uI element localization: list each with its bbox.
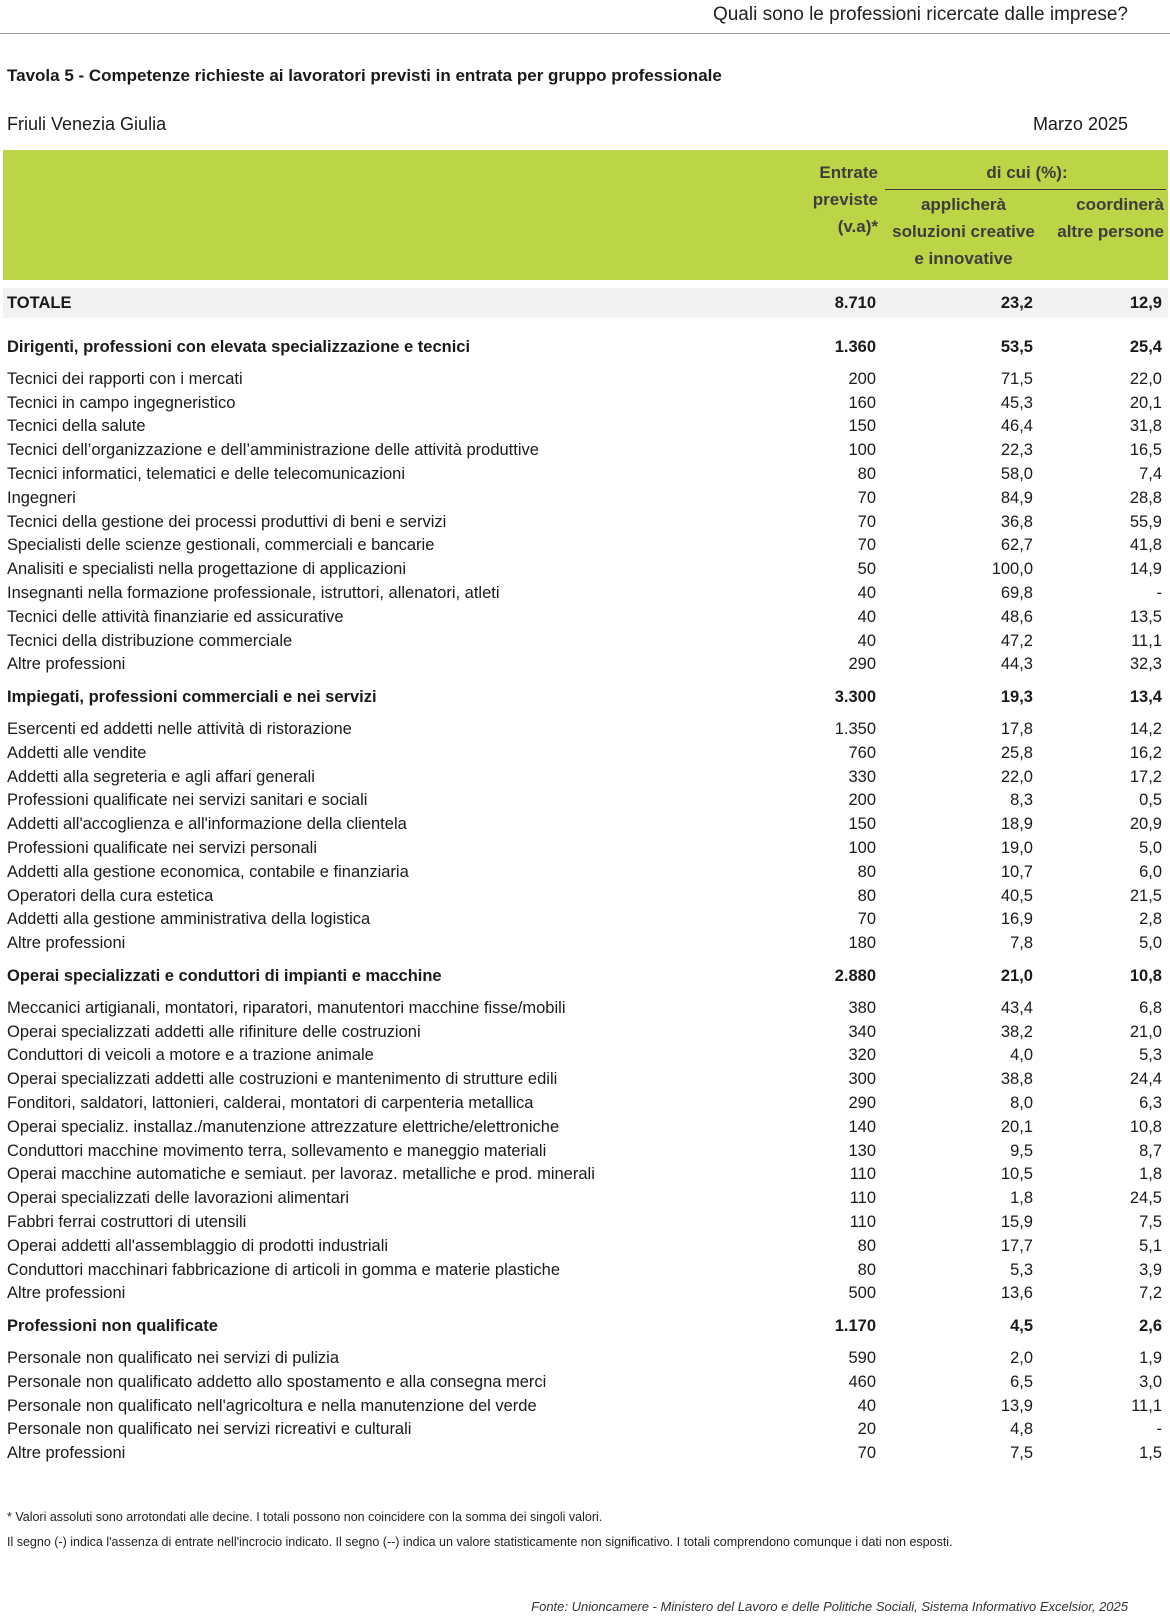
cell-coordinate: 24,4 — [1129, 1070, 1162, 1089]
cell-coordinate: 14,2 — [1129, 720, 1162, 738]
cell-coordinate: 14,9 — [1129, 560, 1162, 579]
table-row — [3, 1442, 1168, 1466]
row-label: Esercenti ed addetti nelle attività di ristorazione — [7, 720, 352, 738]
table-row — [3, 766, 1168, 790]
cell-entrate: 380 — [848, 998, 876, 1017]
header-divider — [0, 33, 1170, 34]
cell-entrate: 70 — [857, 1444, 876, 1463]
cell-creative: 13,9 — [1000, 1396, 1033, 1415]
row-label: Impiegati, professioni commerciali e nei servizi — [7, 688, 377, 707]
group-row — [3, 686, 1168, 710]
cell-creative: 69,8 — [1000, 584, 1033, 602]
cell-creative: 62,7 — [1000, 536, 1033, 555]
cell-entrate: 40 — [857, 631, 876, 650]
cell-entrate: 100 — [848, 441, 876, 460]
row-label: Operatori della cura estetica — [7, 886, 214, 905]
cell-coordinate: 2,6 — [1139, 1317, 1162, 1336]
cell-creative: 38,2 — [1000, 1022, 1033, 1041]
footnote: * Valori assoluti sono arrotondati alle decine. I totali possono non coincidere con la somma dei singoli valori. — [7, 1510, 603, 1524]
cell-coordinate: 6,8 — [1139, 998, 1162, 1017]
cell-coordinate: 6,3 — [1139, 1094, 1162, 1112]
cell-coordinate: 21,0 — [1129, 1022, 1162, 1041]
table-row — [3, 463, 1168, 487]
cell-entrate: 110 — [849, 1189, 876, 1208]
group-row — [3, 965, 1168, 989]
cell-coordinate: - — [1156, 1420, 1162, 1439]
cell-coordinate: 11,1 — [1131, 631, 1162, 650]
cell-entrate: 8.710 — [834, 294, 876, 312]
cell-coordinate: 25,4 — [1129, 338, 1162, 356]
row-label: Altre professioni — [7, 655, 126, 674]
cell-creative: 4,5 — [1010, 1317, 1033, 1336]
table-row — [3, 1282, 1168, 1306]
cell-entrate: 80 — [857, 862, 876, 881]
cell-coordinate: 11,1 — [1131, 1396, 1162, 1415]
cell-coordinate: 16,2 — [1129, 743, 1162, 762]
row-label: Conduttori di veicoli a motore e a trazione animale — [7, 1046, 374, 1065]
row-label: Tecnici delle attività finanziarie ed assicurative — [7, 607, 344, 626]
row-label: Tecnici dell’organizzazione e dell’amministrazione delle attività produttive — [7, 441, 539, 460]
cell-coordinate: 20,1 — [1129, 393, 1162, 412]
row-label: Conduttori macchine movimento terra, sollevamento e maneggio materiali — [7, 1141, 547, 1160]
column-header-creative-line: soluzioni creative — [892, 222, 1035, 241]
column-header-creative-line: e innovative — [914, 249, 1013, 268]
cell-creative: 10,5 — [1000, 1165, 1033, 1184]
table-row — [3, 439, 1168, 463]
cell-creative: 58,0 — [1000, 465, 1033, 483]
row-label: Operai specializzati addetti alle rifiniture delle costruzioni — [7, 1022, 421, 1041]
cell-creative: 23,2 — [1000, 294, 1033, 312]
cell-coordinate: 55,9 — [1129, 512, 1162, 531]
cell-creative: 6,5 — [1010, 1372, 1033, 1391]
table-row — [3, 392, 1168, 416]
table-row — [3, 789, 1168, 813]
table-row — [3, 606, 1168, 630]
table-row — [3, 932, 1168, 956]
table-row — [3, 1235, 1168, 1259]
group-row — [3, 336, 1168, 360]
row-label: Personale non qualificato nei servizi di pulizia — [7, 1349, 340, 1367]
cell-coordinate: 1,8 — [1139, 1165, 1162, 1184]
cell-coordinate: 5,0 — [1139, 934, 1162, 953]
cell-coordinate: 21,5 — [1129, 886, 1162, 905]
cell-coordinate: 6,0 — [1139, 862, 1162, 881]
cell-creative: 71,5 — [1000, 369, 1033, 388]
cell-entrate: 70 — [857, 536, 876, 555]
row-label: Professioni non qualificate — [7, 1317, 218, 1336]
cell-entrate: 3.300 — [834, 688, 876, 707]
row-label: Operai specializ. installaz./manutenzione attrezzature elettriche/elettroniche — [7, 1117, 560, 1136]
cell-creative: 10,7 — [1000, 862, 1033, 881]
row-label: Addetti alla gestione economica, contabile e finanziaria — [7, 862, 409, 881]
column-header-entrate-line: (v.a)* — [837, 217, 878, 236]
table-row — [3, 582, 1168, 606]
footnote: Il segno (-) indica l'assenza di entrate nell'incrocio indicato. Il segno (--) indica un valore statisticamente non significativo. I totali comprendono comunque i dati non esposti. — [7, 1535, 953, 1549]
cell-entrate: 300 — [848, 1070, 876, 1089]
table-row — [3, 742, 1168, 766]
row-label: Addetti alla gestione amministrativa della logistica — [7, 910, 371, 929]
row-label: Operai macchine automatiche e semiaut. per lavoraz. metalliche e prod. minerali — [7, 1165, 595, 1184]
cell-creative: 44,3 — [1000, 655, 1033, 674]
cell-creative: 18,9 — [1000, 815, 1033, 834]
row-label: Operai specializzati addetti alle costruzioni e mantenimento di strutture edili — [7, 1070, 558, 1089]
cell-entrate: 200 — [848, 791, 876, 810]
cell-coordinate: 10,8 — [1129, 967, 1162, 985]
row-label: Tecnici della distribuzione commerciale — [7, 631, 293, 650]
table-row — [3, 1021, 1168, 1045]
cell-entrate: 180 — [848, 934, 876, 953]
cell-creative: 53,5 — [1000, 338, 1033, 356]
cell-coordinate: 5,1 — [1139, 1236, 1162, 1255]
row-label: Operai specializzati delle lavorazioni alimentari — [7, 1189, 350, 1208]
row-label: Tecnici informatici, telematici e delle telecomunicazioni — [7, 465, 406, 483]
cell-coordinate: 3,0 — [1139, 1372, 1162, 1391]
cell-entrate: 290 — [848, 655, 876, 674]
cell-coordinate: 24,5 — [1129, 1189, 1162, 1208]
table-row — [3, 718, 1168, 742]
cell-entrate: 80 — [857, 1260, 876, 1279]
row-label: Personale non qualificato nei servizi ricreativi e culturali — [7, 1420, 412, 1439]
cell-coordinate: 12,9 — [1129, 294, 1162, 312]
row-label: Meccanici artigianali, montatori, riparatori, manutentori macchine fisse/mobili — [7, 998, 566, 1017]
table-row — [3, 1259, 1168, 1283]
cell-coordinate: 1,5 — [1139, 1444, 1162, 1463]
cell-entrate: 150 — [848, 815, 876, 834]
column-header-entrate-line: previste — [812, 190, 878, 209]
cell-creative: 2,0 — [1010, 1349, 1033, 1367]
cell-coordinate: 41,8 — [1129, 536, 1162, 555]
table-row — [3, 653, 1168, 677]
cell-entrate: 340 — [848, 1022, 876, 1041]
column-header-creative — [887, 191, 1040, 272]
column-header-entrate — [813, 159, 878, 240]
cell-entrate: 160 — [848, 393, 876, 412]
cell-entrate: 1.360 — [834, 338, 876, 356]
cell-entrate: 140 — [848, 1117, 876, 1136]
table-row — [3, 415, 1168, 439]
table-row — [3, 997, 1168, 1021]
cell-entrate: 760 — [848, 743, 876, 762]
cell-creative: 46,4 — [1000, 417, 1033, 436]
row-label: Dirigenti, professioni con elevata specializzazione e tecnici — [7, 338, 471, 356]
cell-creative: 21,0 — [1000, 967, 1033, 985]
cell-creative: 19,0 — [1000, 839, 1033, 857]
table-row — [3, 861, 1168, 885]
table-row — [3, 1211, 1168, 1235]
cell-creative: 43,4 — [1000, 998, 1033, 1017]
cell-creative: 17,7 — [1000, 1236, 1033, 1255]
table-row — [3, 1140, 1168, 1164]
cell-entrate: 460 — [848, 1372, 876, 1391]
row-label: Altre professioni — [7, 1444, 126, 1463]
row-label: Tecnici in campo ingegneristico — [7, 393, 236, 412]
row-label: Tecnici dei rapporti con i mercati — [7, 369, 243, 388]
cell-coordinate: 2,8 — [1139, 910, 1162, 929]
cell-coordinate: 0,5 — [1139, 791, 1162, 810]
cell-creative: 15,9 — [1000, 1213, 1033, 1231]
cell-creative: 25,8 — [1000, 743, 1033, 762]
column-header-creative-line: applicherà — [920, 195, 1007, 214]
cell-creative: 5,3 — [1010, 1260, 1033, 1279]
cell-coordinate: 7,4 — [1139, 465, 1162, 483]
table-row — [3, 1092, 1168, 1116]
cell-entrate: 500 — [848, 1284, 876, 1303]
column-header-entrate-line: Entrate — [819, 163, 878, 182]
column-group-header: di cui (%): — [986, 163, 1068, 182]
row-label: Ingegneri — [7, 488, 76, 507]
cell-creative: 4,8 — [1010, 1420, 1033, 1439]
cell-coordinate: - — [1156, 584, 1162, 602]
cell-creative: 9,5 — [1010, 1141, 1033, 1160]
cell-entrate: 20 — [857, 1420, 876, 1439]
table-row — [3, 813, 1168, 837]
cell-coordinate: 7,5 — [1139, 1213, 1162, 1231]
cell-creative: 7,8 — [1010, 934, 1033, 953]
column-header-coordinate-line: coordinerà — [1076, 195, 1164, 214]
cell-coordinate: 31,8 — [1129, 417, 1162, 436]
cell-creative: 38,8 — [1000, 1070, 1033, 1089]
table-row — [3, 487, 1168, 511]
row-label: Addetti all'accoglienza e all'informazione della clientela — [7, 815, 407, 834]
cell-creative: 20,1 — [1000, 1117, 1033, 1136]
cell-entrate: 200 — [848, 369, 876, 388]
cell-entrate: 590 — [848, 1349, 876, 1367]
date-label: Marzo 2025 — [1032, 114, 1128, 134]
source-note: Fonte: Unioncamere - Ministero del Lavoro e delle Politiche Sociali, Sistema Informativo Excelsior, 2025 — [531, 1599, 1128, 1614]
table-row — [3, 1163, 1168, 1187]
table-row — [3, 511, 1168, 535]
cell-entrate: 80 — [857, 1236, 876, 1255]
cell-entrate: 40 — [857, 1396, 876, 1415]
cell-creative: 16,9 — [1000, 910, 1033, 929]
cell-creative: 22,3 — [1000, 441, 1033, 460]
cell-coordinate: 7,2 — [1139, 1284, 1162, 1303]
cell-coordinate: 13,5 — [1129, 607, 1162, 626]
page-header: Quali sono le professioni ricercate dalle imprese? — [712, 4, 1128, 25]
table-row — [3, 368, 1168, 392]
cell-coordinate: 20,9 — [1129, 815, 1162, 834]
table-row — [3, 1371, 1168, 1395]
row-label: Tecnici della gestione dei processi produttivi di beni e servizi — [7, 512, 447, 531]
cell-entrate: 80 — [857, 886, 876, 905]
row-label: Professioni qualificate nei servizi personali — [7, 839, 317, 857]
table-row — [3, 1068, 1168, 1092]
table-row — [3, 1116, 1168, 1140]
cell-entrate: 100 — [848, 839, 876, 857]
table-title: Tavola 5 - Competenze richieste ai lavoratori previsti in entrata per gruppo professionale — [7, 66, 722, 85]
cell-coordinate: 13,4 — [1129, 688, 1162, 707]
cell-entrate: 70 — [857, 512, 876, 531]
cell-creative: 8,3 — [1010, 791, 1033, 810]
row-label: Insegnanti nella formazione professionale, istruttori, allenatori, atleti — [7, 584, 500, 602]
cell-entrate: 50 — [857, 560, 876, 579]
table-row — [3, 534, 1168, 558]
cell-coordinate: 16,5 — [1129, 441, 1162, 460]
row-label: Conduttori macchinari fabbricazione di articoli in gomma e materie plastiche — [7, 1260, 561, 1279]
table-row — [3, 885, 1168, 909]
cell-entrate: 1.350 — [834, 720, 876, 738]
cell-entrate: 320 — [848, 1046, 876, 1065]
table-row — [3, 1395, 1168, 1419]
cell-entrate: 110 — [849, 1165, 876, 1184]
row-label: Altre professioni — [7, 934, 126, 953]
row-label: Analisiti e specialisti nella progettazione di applicazioni — [7, 560, 406, 579]
cell-coordinate: 22,0 — [1129, 369, 1162, 388]
cell-creative: 8,0 — [1010, 1094, 1033, 1112]
cell-creative: 45,3 — [1000, 393, 1033, 412]
cell-coordinate: 5,0 — [1139, 839, 1162, 857]
row-label: Fabbri ferrai costruttori di utensili — [7, 1213, 247, 1231]
cell-entrate: 1.170 — [834, 1317, 876, 1336]
cell-entrate: 70 — [857, 488, 876, 507]
cell-creative: 84,9 — [1000, 488, 1033, 507]
cell-creative: 1,8 — [1010, 1189, 1033, 1208]
column-header-coordinate — [1057, 191, 1164, 245]
cell-entrate: 330 — [848, 767, 876, 786]
cell-creative: 4,0 — [1010, 1046, 1033, 1065]
total-row — [3, 288, 1168, 318]
cell-entrate: 40 — [857, 607, 876, 626]
cell-coordinate: 8,7 — [1139, 1141, 1162, 1160]
cell-creative: 48,6 — [1000, 607, 1033, 626]
group-row — [3, 1315, 1168, 1339]
cell-entrate: 2.880 — [834, 967, 876, 985]
region-label: Friuli Venezia Giulia — [7, 114, 167, 134]
cell-coordinate: 17,2 — [1129, 767, 1162, 786]
table-row — [3, 1418, 1168, 1442]
cell-entrate: 130 — [848, 1141, 876, 1160]
cell-entrate: 80 — [857, 465, 876, 483]
cell-creative: 7,5 — [1010, 1444, 1033, 1463]
cell-creative: 17,8 — [1000, 720, 1033, 738]
cell-coordinate: 28,8 — [1129, 488, 1162, 507]
cell-coordinate: 32,3 — [1129, 655, 1162, 674]
cell-entrate: 110 — [849, 1213, 876, 1231]
row-label: Personale non qualificato nell'agricoltura e nella manutenzione del verde — [7, 1396, 537, 1415]
cell-creative: 47,2 — [1000, 631, 1033, 650]
table-row — [3, 1044, 1168, 1068]
cell-coordinate: 5,3 — [1139, 1046, 1162, 1065]
row-label: Fonditori, saldatori, lattonieri, calderai, montatori di carpenteria metallica — [7, 1094, 534, 1112]
cell-creative: 40,5 — [1000, 886, 1033, 905]
cell-entrate: 70 — [857, 910, 876, 929]
cell-creative: 22,0 — [1000, 767, 1033, 786]
cell-coordinate: 1,9 — [1139, 1349, 1162, 1367]
table-row — [3, 1187, 1168, 1211]
column-header-coordinate-line: altre persone — [1057, 222, 1164, 241]
table-row — [3, 1347, 1168, 1371]
cell-entrate: 40 — [857, 584, 876, 602]
row-label: TOTALE — [7, 294, 72, 312]
row-label: Addetti alla segreteria e agli affari generali — [7, 767, 315, 786]
table-row — [3, 837, 1168, 861]
cell-entrate: 290 — [848, 1094, 876, 1112]
cell-creative: 100,0 — [991, 560, 1033, 579]
cell-creative: 19,3 — [1000, 688, 1033, 707]
row-label: Specialisti delle scienze gestionali, commerciali e bancarie — [7, 536, 435, 555]
table-row — [3, 558, 1168, 582]
cell-creative: 36,8 — [1000, 512, 1033, 531]
row-label: Tecnici della salute — [7, 417, 146, 436]
row-label: Addetti alle vendite — [7, 743, 147, 762]
cell-coordinate: 10,8 — [1129, 1117, 1162, 1136]
row-label: Operai specializzati e conduttori di impianti e macchine — [7, 967, 442, 985]
row-label: Operai addetti all'assemblaggio di prodotti industriali — [7, 1236, 389, 1255]
cell-coordinate: 3,9 — [1139, 1260, 1162, 1279]
row-label: Altre professioni — [7, 1284, 126, 1303]
cell-entrate: 150 — [848, 417, 876, 436]
table-row — [3, 908, 1168, 932]
row-label: Professioni qualificate nei servizi sanitari e sociali — [7, 791, 368, 810]
table-row — [3, 630, 1168, 654]
cell-creative: 13,6 — [1000, 1284, 1033, 1303]
row-label: Personale non qualificato addetto allo spostamento e alla consegna merci — [7, 1372, 547, 1391]
column-group-rule — [885, 189, 1166, 190]
